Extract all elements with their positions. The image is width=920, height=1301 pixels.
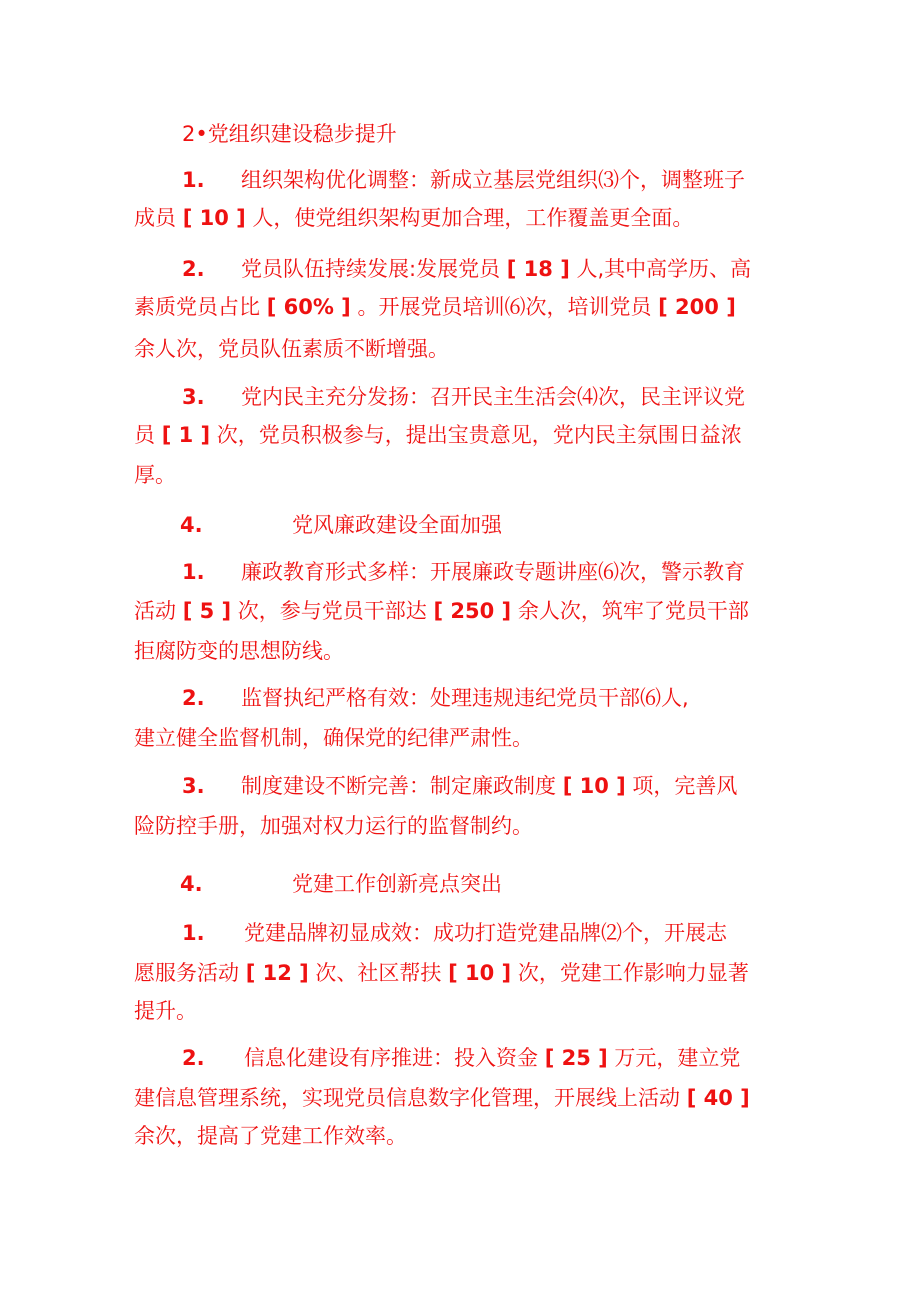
paragraph-line <box>134 1084 750 1112</box>
item-number: 3. <box>182 385 205 409</box>
bracket-value: [ 10 ] <box>448 961 512 985</box>
text-segment: 万元，建立党 <box>607 1046 741 1070</box>
paragraph-line <box>134 335 449 363</box>
text-segment: 员 <box>134 423 162 447</box>
text-segment: 素质党员占比 <box>134 295 267 319</box>
item-number: 2. <box>182 1046 205 1070</box>
bracket-value: [ 25 ] <box>544 1046 608 1070</box>
paragraph-line <box>244 919 727 947</box>
text-segment: 愿服务活动 <box>134 961 246 985</box>
bracket-value: [ 18 ] <box>506 257 570 281</box>
bracket-value: [ 200 ] <box>658 295 736 319</box>
text-segment: 次，参与党员干部达 <box>231 599 434 623</box>
text-segment: 提升。 <box>134 999 197 1023</box>
item-number: 1. <box>182 560 205 584</box>
section-title: 2•党组织建设稳步提升 <box>182 122 397 146</box>
bracket-value: [ 5 ] <box>182 599 232 623</box>
section-number: 4. <box>180 872 203 896</box>
text-segment: 次、社区帮扶 <box>308 961 449 985</box>
bracket-value: [ 10 ] <box>182 206 246 230</box>
paragraph-line <box>241 255 751 283</box>
text-segment: 建立健全监督机制，确保党的纪律严肃性。 <box>134 726 533 750</box>
text-segment: 人,其中高学历、高 <box>569 257 752 281</box>
paragraph-line <box>241 558 745 586</box>
paragraph-line <box>134 812 533 840</box>
paragraph-line <box>134 1122 407 1150</box>
paragraph-line <box>134 461 176 489</box>
paragraph-line <box>134 997 197 1025</box>
text-segment: 厚。 <box>134 463 176 487</box>
bracket-value: [ 250 ] <box>433 599 512 623</box>
bracket-value: [ 60% ] <box>266 295 351 319</box>
paragraph-line <box>134 637 344 665</box>
paragraph-line <box>244 1044 740 1072</box>
text-segment: 廉政教育形式多样：开展廉政专题讲座⑹次，警示教育 <box>241 560 745 584</box>
text-segment: 组织架构优化调整：新成立基层党组织⑶个，调整班子 <box>241 168 745 192</box>
text-segment: 人，使党组织架构更加合理，工作覆盖更全面。 <box>245 206 694 230</box>
item-number: 3. <box>182 774 205 798</box>
section-number: 4. <box>180 513 203 537</box>
item-number: 2. <box>182 686 205 710</box>
text-segment: 监督执纪严格有效：处理违规违纪党员干部⑹人, <box>241 686 689 710</box>
paragraph-line <box>134 421 742 449</box>
section-title: 党建工作创新亮点突出 <box>292 872 502 896</box>
text-segment: 。开展党员培训⑹次，培训党员 <box>350 295 659 319</box>
text-segment: 党员队伍持续发展:发展党员 <box>241 257 507 281</box>
section-title: 党风廉政建设全面加强 <box>292 513 502 537</box>
item-number: 1. <box>182 921 205 945</box>
paragraph-line <box>134 959 749 987</box>
paragraph-line <box>241 166 745 194</box>
paragraph-line <box>134 204 693 232</box>
paragraph-line <box>241 684 689 712</box>
paragraph-line <box>134 293 736 321</box>
text-segment: 余人次，党员队伍素质不断增强。 <box>134 337 449 361</box>
bracket-value: [ 12 ] <box>245 961 309 985</box>
paragraph-line <box>134 724 533 752</box>
bracket-value: [ 40 ] <box>686 1086 750 1110</box>
text-segment: 党建品牌初显成效：成功打造党建品牌⑵个，开展志 <box>244 921 727 945</box>
paragraph-line <box>241 772 737 800</box>
text-segment: 党内民主充分发扬：召开民主生活会⑷次，民主评议党 <box>241 385 745 409</box>
text-segment: 次，党员积极参与，提出宝贵意见，党内民主氛围日益浓 <box>210 423 742 447</box>
text-segment: 拒腐防变的思想防线。 <box>134 639 344 663</box>
text-segment: 制度建设不断完善：制定廉政制度 <box>241 774 563 798</box>
text-segment: 余人次，筑牢了党员干部 <box>511 599 749 623</box>
text-segment: 余次，提高了党建工作效率。 <box>134 1124 407 1148</box>
paragraph-line <box>241 383 745 411</box>
bracket-value: [ 1 ] <box>161 423 211 447</box>
text-segment: 建信息管理系统，实现党员信息数字化管理，开展线上活动 <box>134 1086 687 1110</box>
text-segment: 次，党建工作影响力显著 <box>511 961 749 985</box>
text-segment: 信息化建设有序推进：投入资金 <box>244 1046 545 1070</box>
item-number: 2. <box>182 257 205 281</box>
item-number: 1. <box>182 168 205 192</box>
text-segment: 成员 <box>134 206 183 230</box>
text-segment: 项，完善风 <box>625 774 738 798</box>
text-segment: 险防控手册，加强对权力运行的监督制约。 <box>134 814 533 838</box>
bracket-value: [ 10 ] <box>562 774 626 798</box>
paragraph-line <box>134 597 749 625</box>
text-segment: 活动 <box>134 599 183 623</box>
